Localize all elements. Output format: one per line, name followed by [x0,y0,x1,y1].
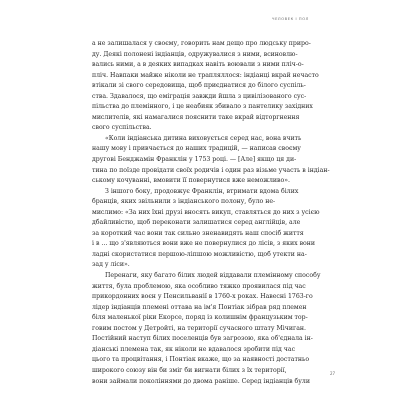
text-line: пільства до племінного, і це неабияк збивало з пантелику західних [92,103,313,111]
text-line: зад у ліси». [92,261,130,269]
text-line: за короткий час вони так сильно зненавидять наш спосіб життя [92,229,304,237]
text-line: свого суспільства. [92,124,152,132]
text-line: дбайливістю, щоб переконати залишатися серед англійців, але [92,219,301,227]
text-line: цього та процвітання, і Понтіак вкаже, що за наявності достатньо [92,356,310,364]
text-line: говим постом у Детройті, на території сучасного штату Мічиган. [92,324,307,332]
text-line: тина по поїзде провідати своїх родичів і один раз візьме участь в індіан- [92,166,330,174]
text-line: життя, була проблемою, яка особливо тяжко проявилася під час [92,282,306,290]
text-line: бранців, яких звільнили з індіанського полону, було не- [92,198,276,206]
paragraph-start-line: З іншого боку, продовжує Франклін, втримати вдома білих [105,187,299,195]
text-line: лідер індіанців племені оттава на ім'я Понтіак зібрав ряд племен [92,303,307,311]
text-line: пліч. Навпаки майже ніколи не трапляллося: індіанці вкрай нечасто [92,71,319,79]
paragraph-start-line: Перенаги, яку багато білих людей віддавали племінному способу [105,272,321,280]
text-line: діанські племена так, як ніколи не вдавалося зробити під час [92,345,296,353]
text-line: прикордонних воєн у Пенсильванії в 1760-х роках. Навесні 1763-го [92,293,313,301]
text-line: другові Бенджамін Франклін у 1753 році. — [Але] якщо ця ди- [92,156,297,164]
text-line: ду. Деякі полонені індіанців, одружувалися з ними, всиновлю- [92,50,298,58]
text-line: вались ними, а в деяких випадках навіть воювали з ними пліч-о- [92,61,304,69]
text-line: широкого союзу він би зміг би вигнати білих з їх території, [92,366,287,374]
text-line: втікали зі свого середовища, щоб приєднатися до білого суспіль- [92,82,306,90]
body-text [92,39,336,387]
text-line: ському кочуванні, вмовити її повернутися вже неможливо». [92,177,291,185]
text-line: вони займали поколіннями до двома раніше. Серед індіанців були [92,377,310,385]
text-line: ства. Здавалося, що еміграція завжди йшла з цивілізованого сус- [92,92,307,100]
text-line: біля маленької ріки Екорсе, поряд із колишнім французьким тор- [92,314,308,322]
paragraph-start-line: «Коли індіанська дитина виховується серед нас, вона вчить [105,134,302,142]
page-number: 27 [330,371,336,376]
text-line: Постійний наступ білих поселенців був загрозою, яка об'єднала ін- [92,335,313,343]
text-line: мислителів, які намагалися пояснити таке вкрай відторгнення [92,113,300,121]
text-line: а не залишалася у своєму, говорить нам дещо про людську приро- [92,40,311,47]
running-head: ЧЕЛОВЕК І ПОЛ [272,17,309,21]
text-line: і в ... що з'являються вони вже не повернулися до лісів, з яких вони [92,240,316,248]
text-line: нашу мову і привчається до наших традицій, — написав своєму [92,145,301,153]
text-line: мислимо: «За них їхні друзі вносять викуп, ставляться до них з усією [92,208,320,216]
text-line: ладні скористатися першою-ліпшою можливістю, щоб утекти на- [92,250,307,258]
